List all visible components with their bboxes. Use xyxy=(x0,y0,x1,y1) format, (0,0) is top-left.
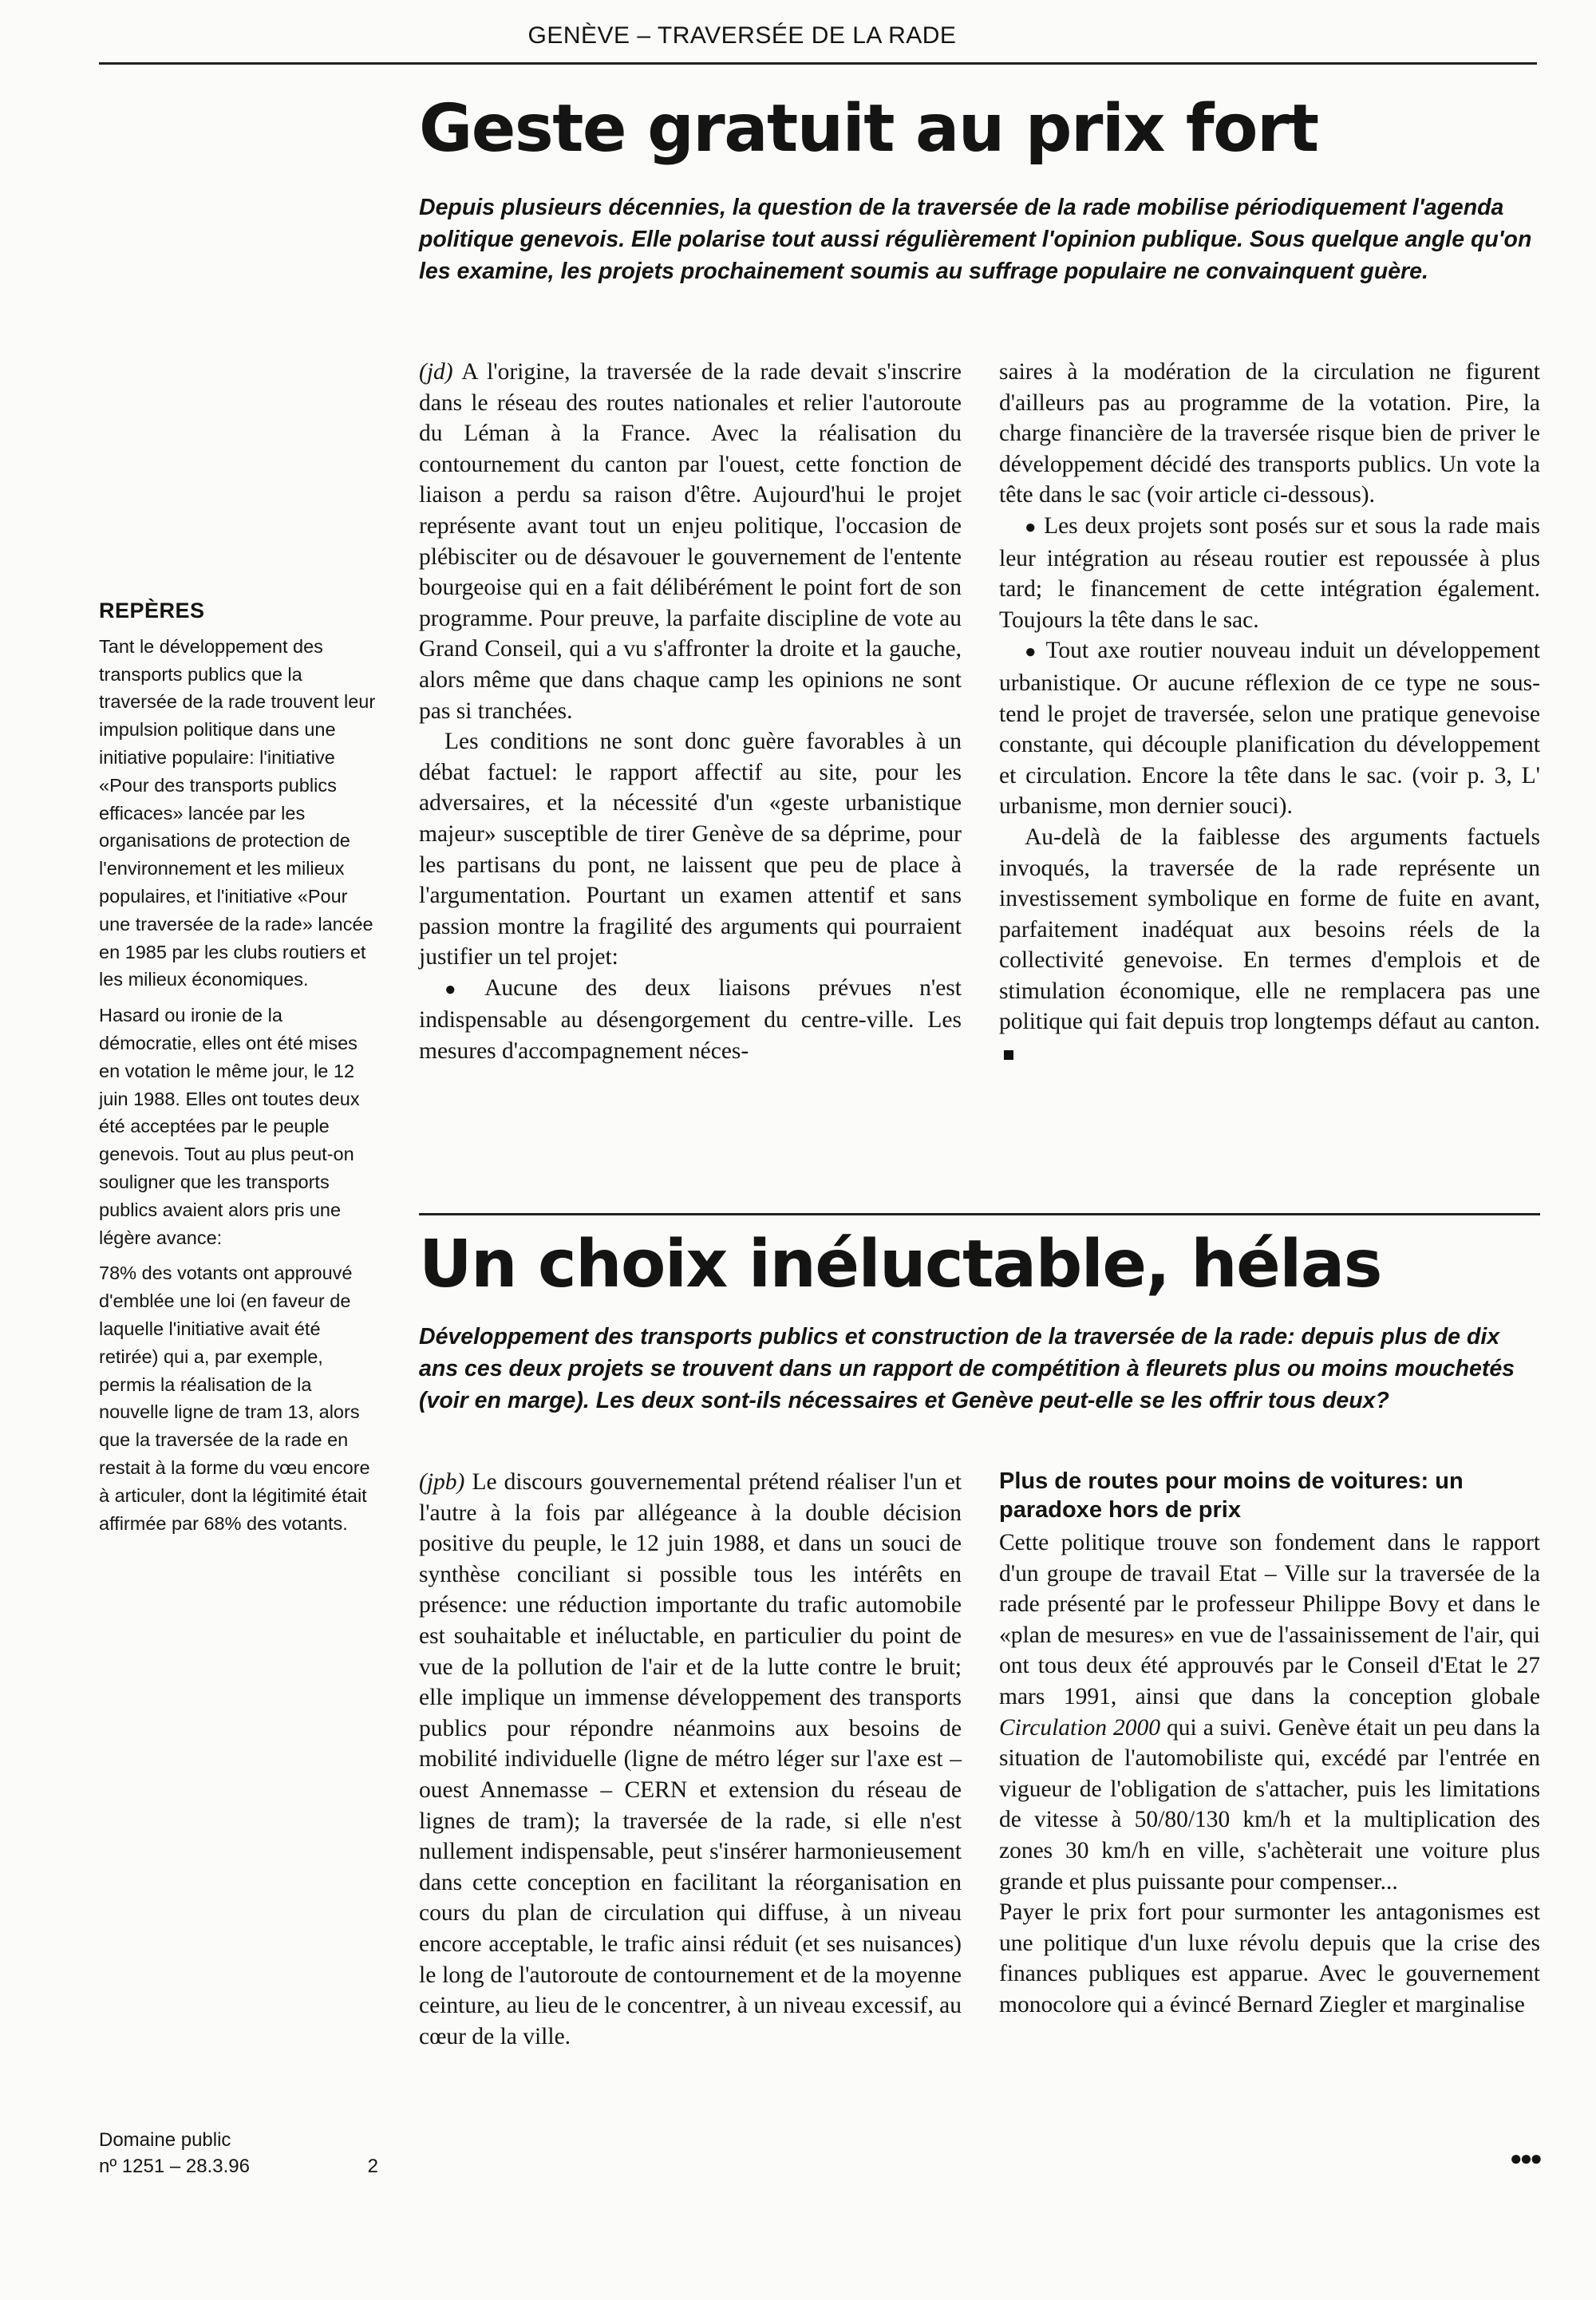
running-head: GENÈVE – TRAVERSÉE DE LA RADE xyxy=(527,22,957,49)
publication-name: Domaine public xyxy=(99,2129,231,2151)
article2-paragraph: (jpb) Le discours gouvernemental prétend réaliser l'un et l'autre à la fois par allégeance à la double décision positive du peuple, le 12 juin 1988, et dans un souci de synthèse conciliant si possible tous les intérêts en présence: une réduction importante du trafic automobile est souhaitable et inéluctable, en particulier du point de vue de la pollution de l'air et de la lutte contre le bruit; elle implique un immense développement des transports publics pour répondre néanmoins aux besoins de mobilité individuelle (ligne de métro léger sur l'axe est – ouest Annemasse – CERN et extension du réseau de lignes de tram); la traversée de la rade, si elle n'est nullement indispensable, peut s'insérer harmonieusement dans cette conception en facilitant la réorganisation en cours du plan de circulation qui diffuse, à un niveau encore acceptable, le trafic ainsi réduit (et ses nuisances) le long de l'autoroute de contournement et de la moyenne ceinture, au lieu de le concentrer, à un niveau excessif, au cœur de la ville. xyxy=(419,1469,962,2049)
article1-paragraph: Au-delà de la faiblesse des arguments factuels invoqués, la traversée de la rade représente un investissement symbolique en forme de fuite en avant, parfaitement inadéquat aux besoins réels de la collectivité genevoise. En termes d'emplois et de stimulation économique, elle ne remplacera pas une politique qui fait depuis trop longtemps défaut au canton. xyxy=(999,822,1540,1069)
end-of-article-mark xyxy=(1004,1050,1013,1060)
sidebar-reperes xyxy=(99,597,378,1545)
sidebar-heading: REPÈRES xyxy=(99,599,205,622)
article1-bullet-paragraph: ● Aucune des deux liaisons prévues n'est indispensable au désengorgement du centre-ville. Les mesures d'accompagnement néces- xyxy=(419,974,962,1065)
byline: (jpb) xyxy=(419,1469,465,1495)
sidebar-paragraph: 78% des votants ont approuvé d'emblée une loi (en faveur de laquelle l'initiative avait été retirée) qui a, par exemple, permis la réalisation de la nouvelle ligne de tram 13, alors que la traversée de la rade en restait à la forme du vœu encore à articuler, dont la légitimité était affirmée par 68% des votants. xyxy=(99,1263,370,1534)
article2-column-2 xyxy=(999,1467,1540,2021)
top-rule xyxy=(99,62,1537,65)
page-number: 2 xyxy=(367,2156,378,2177)
article2-paragraph: Payer le prix fort pour surmonter les antagonismes est une politique d'un luxe révolu depuis que la crise des finances publiques est apparue. Avec le gouvernement monocolore qui a évincé Bernard Ziegler et marginalise xyxy=(999,1899,1540,2017)
sidebar-paragraph: Tant le développement des transports publics que la traversée de la rade trouvent leur impulsion politique dans une initiative populaire: l'initiative «Pour des transports publics efficaces» lancée par les organisations de protection de l'environnement et les milieux populaires, et l'initiative «Pour une traversée de la rade» lancée en 1985 par les clubs routiers et les milieux économiques. xyxy=(99,635,376,990)
article1-paragraph: Les conditions ne sont donc guère favorables à un débat factuel: le rapport affectif au site, pour les adversaires, et la nécessité d'un «geste urbanistique majeur» susceptible de tirer Genève de sa déprime, pour les partisans du pont, ne laissent que peu de place à l'argumentation. Pourtant un examen attentif et sans passion montre la fragilité des arguments qui pourraient justifier un tel projet: xyxy=(419,729,962,970)
article2-paragraph: Cette politique trouve son fondement dans le rapport d'un groupe de travail Etat – Ville sur la traversée de la rade présenté par le professeur Philippe Bovy et dans le «plan de mesures» en vue de l'assainissement de l'air, qui ont tous deux été approuvés par le Conseil d'Etat le 27 mars 1991, ainsi que dans la conception globale Circulation 2000 qui a suivi. Genève était un peu dans la situation de l'automobiliste qui, excédé par l'entrée en vigueur de l'obligation de s'attacher, puis les limitations de vitesse à 50/80/130 km/h et la multiplication des zones 30 km/h en ville, s'achèterait une voiture plus grande et plus puissante pour compenser... xyxy=(999,1530,1540,1895)
article1-bullet-paragraph: ● Tout axe routier nouveau induit un développement urbanistique. Or aucune réflexion de ce type ne sous-tend le projet de traversée, selon une pratique genevoise constante, qui découple planification du développement et circulation. Encore la tête dans le sac. (voir p. 3, L' urbanisme, mon dernier souci). xyxy=(999,638,1540,820)
continued-mark: ●●● xyxy=(1509,2147,1540,2170)
article-divider xyxy=(419,1213,1540,1215)
article1-column-1 xyxy=(419,357,962,1067)
emphasis: Circulation 2000 xyxy=(999,1714,1160,1741)
article1-bullet-paragraph: ● Les deux projets sont posés sur et sous la rade mais leur intégration au réseau routier est repoussée à plus tard; le financement de cette intégration également. Toujours la tête dans le sac. xyxy=(999,512,1540,633)
sidebar-paragraph: Hasard ou ironie de la démocratie, elles ont été mises en votation le même jour, le 12 juin 1988. Elles ont toutes deux été acceptées par le peuple genevois. Tout au plus peut-on souligner que les transports publics avaient alors pris une légère avance: xyxy=(99,1005,360,1248)
article2-title: Un choix inéluctable, hélas xyxy=(419,1227,1381,1302)
article1-column-2 xyxy=(999,357,1540,1069)
byline: (jd) xyxy=(419,359,453,385)
article1-title: Geste gratuit au prix fort xyxy=(419,91,1318,167)
issue-number: nº 1251 – 28.3.96 xyxy=(99,2156,250,2177)
article1-paragraph: saires à la modération de la circulation ne figurent d'ailleurs pas au programme de la votation. Pire, la charge financière de la traversée risque bien de priver le développement décidé des transports publics. Un vote la tête dans le sac (voir article ci-dessous). xyxy=(999,359,1540,508)
article1-standfirst: Depuis plusieurs décennies, la question de la traversée de la rade mobilise périodiquement l'agenda politique genevois. Elle polarise tout aussi régulièrement l'opinion publique. Sous quelque angle qu'on les examine, les projets prochainement soumis au suffrage populaire ne convainquent guère. xyxy=(419,195,1532,284)
page-footer xyxy=(99,2127,378,2179)
article2-subhead: Plus de routes pour moins de voitures: un paradoxe hors de prix xyxy=(999,1468,1464,1523)
article2-column-1 xyxy=(419,1467,962,2052)
article2-standfirst: Développement des transports publics et construction de la traversée de la rade: depuis plus de dix ans ces deux projets se trouvent dans un rapport de compétition à fleurets plus ou moins mouchetés (voir en marge). Les deux sont-ils nécessaires et Genève peut-elle se les offrir tous deux? xyxy=(419,1324,1515,1413)
article1-paragraph: (jd) A l'origine, la traversée de la rade devait s'inscrire dans le réseau des routes nationales et relier l'autoroute du Léman à la France. Avec la réalisation du contournement du canton par l'ouest, cette fonction de liaison a perdu sa raison d'être. Aujourd'hui le projet représente avant tout un enjeu politique, l'occasion de plébisciter ou de désavouer le gouvernement de l'entente bourgeoise qui en a fait délibérément le point fort de son programme. Pour preuve, la parfaite discipline de vote au Grand Conseil, qui a vu s'affronter la droite et la gauche, alors même que dans chaque camp les opinions ne sont pas si tranchées. xyxy=(419,359,962,724)
bullet-icon: ● xyxy=(444,978,479,1000)
bullet-icon: ● xyxy=(1025,642,1040,663)
bullet-icon: ● xyxy=(1025,516,1038,538)
